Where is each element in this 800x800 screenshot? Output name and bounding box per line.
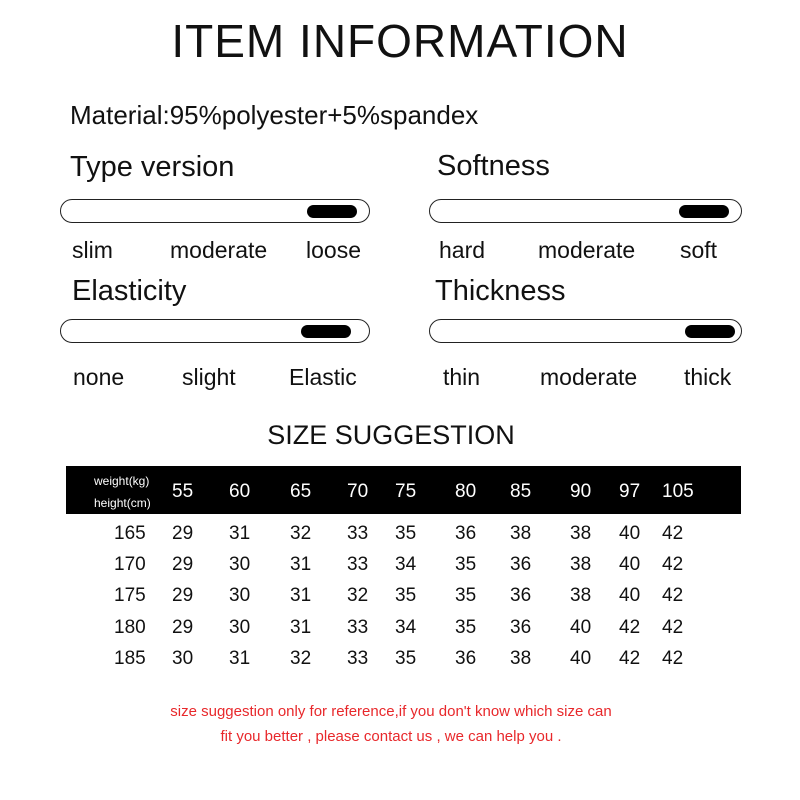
scale-label-moderate: moderate xyxy=(538,237,636,263)
weight-header-75: 75 xyxy=(395,481,417,502)
size-cell: 42 xyxy=(662,617,684,638)
size-cell: 35 xyxy=(455,617,477,638)
table-row xyxy=(66,617,741,643)
size-cell: 42 xyxy=(662,648,684,669)
size-cell: 33 xyxy=(347,617,369,638)
table-row xyxy=(66,585,741,611)
size-cell: 35 xyxy=(455,585,477,606)
size-cell: 40 xyxy=(570,648,592,669)
elasticity-indicator xyxy=(301,325,351,338)
weight-header-97: 97 xyxy=(619,481,641,502)
scale-label-loose: loose xyxy=(306,237,361,263)
weight-header-90: 90 xyxy=(570,481,592,502)
size-cell: 29 xyxy=(172,554,194,575)
size-cell: 32 xyxy=(290,523,312,544)
thickness-scale xyxy=(429,319,742,343)
size-cell: 36 xyxy=(510,554,532,575)
scale-label-slim: slim xyxy=(72,237,113,263)
height-cell: 175 xyxy=(114,585,146,606)
height-cell: 165 xyxy=(114,523,146,544)
scale-label-elastic: Elastic xyxy=(289,364,357,390)
size-cell: 38 xyxy=(510,523,532,544)
size-cell: 29 xyxy=(172,523,194,544)
size-cell: 33 xyxy=(347,523,369,544)
softness-indicator xyxy=(679,205,729,218)
size-cell: 30 xyxy=(229,554,251,575)
elasticity-title: Elasticity xyxy=(72,275,187,307)
size-cell: 40 xyxy=(619,554,641,575)
softness-scale xyxy=(429,199,742,223)
size-cell: 29 xyxy=(172,585,194,606)
note-line-2: fit you better , please contact us , we can help you . xyxy=(220,728,562,745)
thickness-indicator xyxy=(685,325,735,338)
scale-label-moderate: moderate xyxy=(170,237,268,263)
page-title: ITEM INFORMATION xyxy=(171,15,629,67)
size-cell: 30 xyxy=(172,648,194,669)
weight-header-65: 65 xyxy=(290,481,312,502)
scale-label-moderate: moderate xyxy=(540,364,638,390)
weight-header-85: 85 xyxy=(510,481,532,502)
scale-label-none: none xyxy=(73,364,125,390)
weight-header-105: 105 xyxy=(662,481,694,502)
size-cell: 42 xyxy=(662,523,684,544)
size-cell: 36 xyxy=(455,523,477,544)
size-cell: 36 xyxy=(455,648,477,669)
size-suggestion-title: SIZE SUGGESTION xyxy=(267,420,515,450)
size-cell: 31 xyxy=(290,585,312,606)
size-cell: 40 xyxy=(619,585,641,606)
size-cell: 42 xyxy=(662,554,684,575)
size-cell: 35 xyxy=(455,554,477,575)
size-cell: 35 xyxy=(395,648,417,669)
scale-label-thick: thick xyxy=(684,364,732,390)
note-line-1: size suggestion only for reference,if you don't know which size can xyxy=(170,703,612,720)
type-version-title: Type version xyxy=(70,151,235,183)
size-cell: 38 xyxy=(570,523,592,544)
size-cell: 35 xyxy=(395,585,417,606)
weight-header-70: 70 xyxy=(347,481,369,502)
size-cell: 29 xyxy=(172,617,194,638)
size-cell: 34 xyxy=(395,554,417,575)
table-row xyxy=(66,648,741,674)
height-axis-label: height(cm) xyxy=(94,496,151,510)
size-cell: 38 xyxy=(510,648,532,669)
size-cell: 38 xyxy=(570,554,592,575)
weight-axis-label: weight(kg) xyxy=(94,474,150,488)
size-cell: 42 xyxy=(619,617,641,638)
weight-header-60: 60 xyxy=(229,481,251,502)
size-cell: 35 xyxy=(395,523,417,544)
scale-label-thin: thin xyxy=(443,364,481,390)
size-cell: 42 xyxy=(619,648,641,669)
size-cell: 32 xyxy=(290,648,312,669)
size-cell: 31 xyxy=(229,648,251,669)
size-cell: 33 xyxy=(347,648,369,669)
softness-title: Softness xyxy=(437,150,550,182)
size-cell: 30 xyxy=(229,585,251,606)
table-row xyxy=(66,523,741,549)
table-header xyxy=(66,466,741,514)
height-cell: 180 xyxy=(114,617,146,638)
size-cell: 31 xyxy=(229,523,251,544)
height-cell: 185 xyxy=(114,648,146,669)
size-cell: 34 xyxy=(395,617,417,638)
type-version-indicator xyxy=(307,205,357,218)
size-cell: 30 xyxy=(229,617,251,638)
size-cell: 36 xyxy=(510,585,532,606)
material-text: Material:95%polyester+5%spandex xyxy=(70,100,479,130)
elasticity-scale xyxy=(60,319,370,343)
size-cell: 40 xyxy=(570,617,592,638)
size-cell: 40 xyxy=(619,523,641,544)
weight-header-80: 80 xyxy=(455,481,477,502)
weight-header-55: 55 xyxy=(172,481,194,502)
scale-label-hard: hard xyxy=(439,237,486,263)
table-row xyxy=(66,554,741,580)
height-cell: 170 xyxy=(114,554,146,575)
size-cell: 42 xyxy=(662,585,684,606)
type-version-scale xyxy=(60,199,370,223)
size-cell: 38 xyxy=(570,585,592,606)
scale-label-slight: slight xyxy=(182,364,236,390)
thickness-title: Thickness xyxy=(435,275,566,307)
size-cell: 33 xyxy=(347,554,369,575)
size-cell: 31 xyxy=(290,554,312,575)
size-cell: 36 xyxy=(510,617,532,638)
scale-label-soft: soft xyxy=(680,237,718,263)
size-cell: 31 xyxy=(290,617,312,638)
size-cell: 32 xyxy=(347,585,369,606)
